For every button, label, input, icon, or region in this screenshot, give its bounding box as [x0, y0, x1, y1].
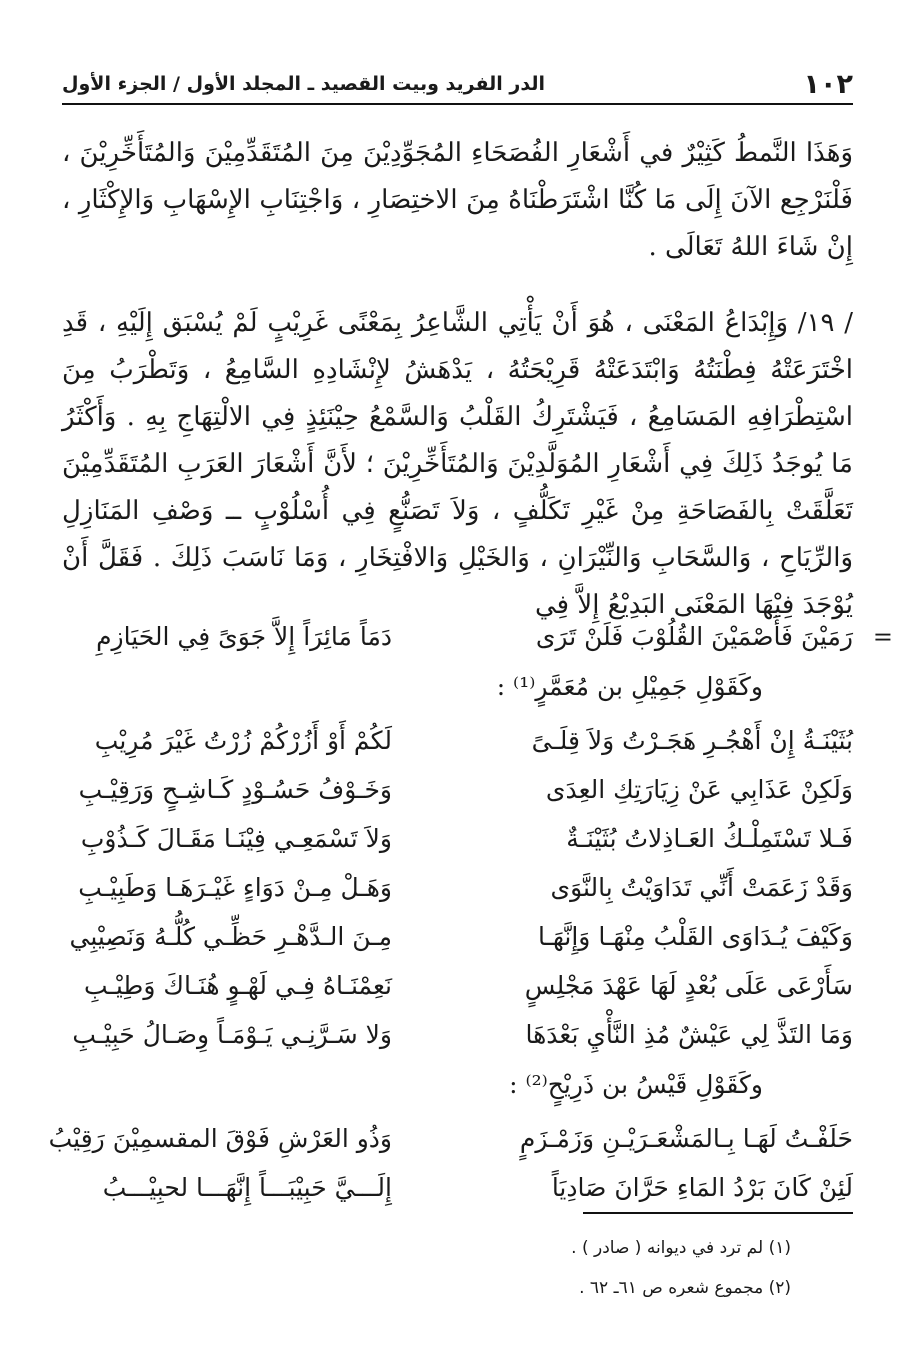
- header-rule: [62, 103, 853, 105]
- poem-qays: [48, 1114, 853, 1212]
- verse-line: [62, 716, 853, 765]
- verse-line: [62, 863, 853, 912]
- verse-line: [62, 912, 853, 961]
- running-title: الدر الفريد وبيت القصيد ـ المجلد الأول / الجزء الأول: [62, 73, 545, 95]
- verse-hemistich-2: وَلا سَـرَّنِـي يَـوْمَـاً وِصَـالُ حَبِيْـبِ: [72, 1020, 392, 1049]
- verse-hemistich-1: وَكَيْفَ يُـدَاوَى القَلْبُ مِنْهَـا وَإِنَّهَـا: [537, 922, 853, 951]
- verse-hemistich-2: وَهَـلْ مِـنْ دَوَاءٍ غَيْـرَهَـا وَطَبِيْـبِ: [78, 873, 392, 902]
- poem-jamil: [62, 716, 853, 1109]
- verse-hemistich-1: حَلَفْـتُ لَهَـا بِـالمَشْعَـرَيْـنِ وَزَمْـزَمٍ: [519, 1124, 853, 1153]
- paragraph-1: وَهَذَا النَّمطُ كَثِيْرٌ في أَشْعَارِ الفُصَحَاءِ المُجَوِّدِيْنَ مِنَ المُتَقَدِّمِيْنَ وَالمُتَأَخِّرِيْنَ ، فَلْنَرْجِع الآنَ إِلَى مَا كُنَّا اشْتَرَطْنَاهُ مِنَ الاختِصَارِ ، وَاجْتِنَابِ الإِسْهَابِ وَالإِكْثَارِ ، إِنْ شَاءَ اللهُ تَعَالَى .: [62, 138, 853, 262]
- verse-hemistich-2: وَلاَ تَسْمَعِـي فِيْنَـا مَقَـالَ كَـذُوْبِ: [80, 824, 392, 853]
- verse-hemistich-1: بُثَيْنَـةُ إِنْ أَهْجُـرِ هَجَـرْتُ وَلاَ قِلَـىً: [531, 726, 853, 755]
- verse-intro-jamil: وكَقَوْلِ جَمِيْلِ بن مُعَمَّرٍ⁽¹⁾ :: [496, 671, 763, 701]
- footnote-rule: [583, 1212, 853, 1214]
- verse-hemistich-1: فَـلا تَسْتَمِلْـكُ العَـاذِلاتُ بُثَيْنَـةٌ: [566, 824, 853, 853]
- verse-hemistich-1: لَئِنْ كَانَ بَرْدُ المَاءِ حَرَّانَ صَادِيَاً: [551, 1173, 853, 1202]
- poem-continuation: [62, 612, 893, 711]
- verse-line: [62, 1163, 853, 1212]
- verse-line: [62, 1010, 853, 1059]
- verse-line: [62, 612, 893, 661]
- verse-line: [62, 961, 853, 1010]
- footnote-1: (١) لم ترد في ديوانه ( صادر ) .: [571, 1238, 791, 1258]
- verse-hemistich-1: رَمَيْنَ فَأَصْمَيْنَ القُلُوْبَ فَلَنْ تَرَى: [535, 622, 853, 651]
- verse-hemistich-1: وَقَدْ زَعَمَتْ أَنِّي تَدَاوَيْتُ بِالنَّوَى: [550, 873, 853, 902]
- verse-hemistich-2: وَذُو العَرْشِ فَوْقَ المقسمِيْنَ رَقِيْبُ: [48, 1124, 392, 1153]
- verse-hemistich-1: وَمَا التَذَّ لِي عَيْشٌ مُذِ النَّأْيِ بَعْدَهَا: [525, 1020, 853, 1049]
- verse-hemistich-2: نَعِمْنَـاهُ فِـي لَهْـوٍ هُنَـاكَ وَطِيْـبِ: [84, 971, 392, 1000]
- continuation-mark: =: [872, 622, 893, 651]
- page-number: ١٠٢: [803, 69, 853, 100]
- footnote-2: (٢) مجموع شعره ص ٦١ـ ٦٢ .: [579, 1278, 791, 1298]
- verse-line: [62, 765, 853, 814]
- paragraph-2: / ١٩/ وَإِبْدَاعُ المَعْنَى ، هُوَ أَنْ يَأْتِي الشَّاعِرُ بِمَعْنًى غَرِيْبٍ لَمْ يُسْبَق إِلَيْهِ ، قَدِ اخْتَرَعَتْهُ فِطْنَتُهُ وَابْتَدَعَتْهُ قَرِيْحَتُهُ ، يَدْهَشُ لإِنْشَادِهِ السَّامِعُ ، وَتَطْرَبُ مِنَ اسْتِطْرَافِهِ المَسَامِعُ ، فَيَشْتَرِكُ القَلْبُ وَالسَّمْعُ حِيْنَئِذٍ فِي الالْتِهَاجِ بِهِ . وَأَكْثَرُ مَا يُوجَدُ ذَلِكَ فِي أَشْعَارِ المُوَلَّدِيْنَ وَالمُتَأَخِّرِيْنَ ؛ لأَنَّ أَشْعَارَ العَرَبِ المُتَقَدِّمِيْنَ تَعَلَّقَتْ بِالفَصَاحَةِ مِنْ غَيْرِ تَكَلُّفٍ ، وَلاَ تَصَنُّعٍ فِي أُسْلُوْبٍ ــ وَصْفِ المَنَازِلِ وَالرِّيَاحِ ، وَالسَّحَابِ وَالنِّيْرَانِ ، وَالخَيْلِ وَالافْتِخَارِ ، وَمَا نَاسَبَ ذَلِكَ . فَقَلَّ أَنْ يُوْجَدَ فِيْهَا المَعْنَى البَدِيْعُ إِلاَّ فِي: [62, 308, 853, 620]
- verse-hemistich-2: مِـنَ الـدَّهْـرِ حَظِّـي كُلُّـهُ وَنَصِيْبِي: [69, 922, 392, 951]
- page-header: [62, 48, 853, 98]
- verse-hemistich-2: لَكُمْ أَوْ أَزُرْكُمْ زُرْتُ غَيْرَ مُرِيْبِ: [94, 726, 392, 755]
- verse-line: [48, 1114, 853, 1163]
- verse-intro-qays: وكَقَوْلِ قَيْسُ بن ذَرِيْحٍ⁽²⁾ :: [509, 1069, 763, 1099]
- verse-hemistich-2: وَخَـوْفُ حَسُـوْدٍ كَـاشِـحٍ وَرَقِيْـبِ: [78, 775, 392, 804]
- verse-hemistich-2: إِلَـــيَّ حَبِيْبَـــاً إِنَّهَـــا لحبِيْـــبُ: [102, 1173, 392, 1202]
- verse-line: [62, 814, 853, 863]
- verse-hemistich-1: سَأَرْعَى عَلَى بُعْدٍ لَهَا عَهْدَ مَجْلِسٍ: [524, 971, 853, 1000]
- verse-hemistich-1: وَلَكِنْ عَذَابِي عَنْ زِيَارَتِكِ العِدَى: [545, 775, 853, 804]
- verse-hemistich-2: دَمَاً مَائِرَاً إِلاَّ جَوَىً فِي الحَيَازِمِ: [96, 622, 392, 651]
